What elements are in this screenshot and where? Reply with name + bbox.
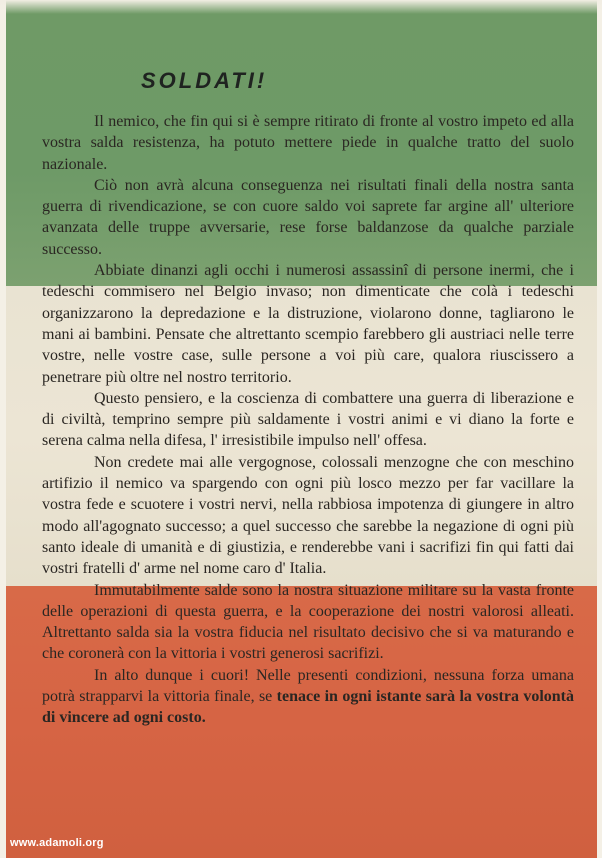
paragraph-2: Ciò non avrà alcuna conseguenza nei risultati finali della nostra santa guerra di rivendicazione, se con cuore saldo voi saprete far argine all' ulteriore avanzata delle truppe avversarie, rese forse baldanzose da qualche parziale successo. bbox=[42, 176, 574, 258]
paper-edge-left bbox=[0, 0, 6, 858]
paragraph-7-lead: In alto dunque i cuori! Nelle presenti condizioni, nessuna forza umana potrà strapparvi la vittoria finale, se bbox=[42, 666, 574, 706]
paragraph-1: Il nemico, che fin qui si è sempre ritirato di fronte al vostro impeto ed alla vostra salda resistenza, ha potuto mettere piede in qualche tratto del suolo nazionale. bbox=[42, 113, 574, 173]
paper-edge-right bbox=[597, 0, 602, 858]
paragraph-4: Questo pensiero, e la coscienza di combattere una guerra di liberazione e di civiltà, temprino sempre più saldamente i vostri animi e vi diano la forte e serena calma nella difesa, l' irresistibile impulso nell' offesa. bbox=[42, 389, 574, 450]
leaflet-body bbox=[42, 111, 574, 729]
paragraph-3: Abbiate dinanzi agli occhi i numerosi assassinî di persone inermi, che i tedeschi commisero nel Belgio invaso; non dimenticate che colà i tedeschi organizzarono la depredazione e la distruzione, violarono donne, tagliarono le mani ai bambini. Pensate che altrettanto scempio farebbero gli austriaci nelle terre vostre, nelle vostre case, sulle persone a voi più care, qualora riuscissero a penetrare più oltre nel nostro territorio. bbox=[42, 262, 574, 386]
source-watermark: www.adamoli.org bbox=[10, 837, 104, 849]
paper-edge-top bbox=[0, 0, 602, 14]
paragraph-7-emphasis: tenace in ogni istante sarà la vostra volontà di vincere ad ogni costo. bbox=[42, 688, 575, 727]
paragraph-6: Immutabilmente salde sono la nostra situazione militare su la vasta fronte delle operazioni di questa guerra, e la cooperazione dei nostri valorosi alleati. Altrettanto salda sia la vostra fiducia nel risultato decisivo che si va maturando e che coronerà con la vittoria i vostri generosi sacrifizi. bbox=[42, 581, 574, 663]
paragraph-7 bbox=[42, 665, 574, 729]
paragraph-5: Non credete mai alle vergognose, colossali menzogne che con meschino artifizio il nemico va spargendo con ogni più losco mezzo per far vacillare la vostra fede e scuotere i vostri nervi, nella rabbiosa impotenza di giungere in altro modo all'agognato successo; a quel successo che sarebbe la negazione di ogni più santo ideale di umanità e di giustizia, e renderebbe vani i sacrifizi fin qui fatti dai vostri fratelli d' arme nel nome caro d' Italia. bbox=[42, 453, 574, 578]
leaflet-title: SOLDATI! bbox=[141, 68, 268, 93]
